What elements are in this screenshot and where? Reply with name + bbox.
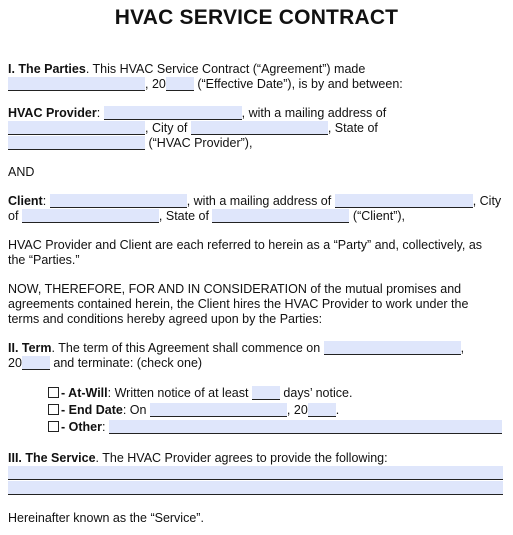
- end-date-pre: : On: [122, 403, 147, 417]
- service-field-2[interactable]: [8, 481, 503, 495]
- client-city-field[interactable]: [22, 209, 159, 223]
- provider-address-field[interactable]: [8, 121, 145, 135]
- other-field[interactable]: [109, 420, 502, 434]
- end-date-label: - End Date: [61, 403, 123, 417]
- notice-days-field[interactable]: [252, 386, 280, 400]
- parties-line-1: [8, 62, 365, 77]
- parties-heading: I. The Parties: [8, 62, 86, 76]
- effective-year-field[interactable]: [166, 77, 194, 91]
- provider-name-field[interactable]: [104, 106, 242, 120]
- other-checkbox[interactable]: [48, 421, 59, 432]
- other-pre: :: [101, 420, 106, 434]
- provider-label: HVAC Provider: [8, 106, 97, 120]
- client-city-tail: , City: [472, 194, 502, 208]
- term-year-field[interactable]: [22, 356, 50, 370]
- end-date-field[interactable]: [150, 403, 287, 417]
- term-line-2: [8, 356, 202, 371]
- term-year-prefix: 20: [8, 356, 22, 370]
- and-text: AND: [8, 165, 35, 179]
- parties-line-2: [8, 77, 403, 92]
- client-of-text: of: [8, 209, 19, 223]
- service-heading: III. The Service: [8, 451, 96, 465]
- provider-city-text: , City of: [145, 121, 188, 135]
- effective-date-field[interactable]: [8, 77, 145, 91]
- service-text: . The HVAC Provider agrees to provide the following:: [95, 451, 388, 465]
- client-line-2: [8, 209, 405, 224]
- at-will-checkbox[interactable]: [48, 387, 59, 398]
- consideration-line-2: agreements contained herein, the Client hires the HVAC Provider to work under the: [8, 297, 469, 311]
- consideration-line-1: NOW, THEREFORE, FOR AND IN CONSIDERATION of the mutual promises and: [8, 282, 462, 296]
- at-will-label: - At-Will: [61, 386, 108, 400]
- client-address-field[interactable]: [335, 194, 473, 208]
- service-footer: Hereinafter known as the “Service”.: [8, 511, 204, 525]
- term-text-1: . The term of this Agreement shall commence on: [51, 341, 321, 355]
- client-state-text: , State of: [158, 209, 209, 223]
- service-line-1: [8, 451, 388, 466]
- term-comma: ,: [460, 341, 465, 355]
- parties-text-2: (“Effective Date”), is by and between:: [193, 77, 403, 91]
- end-year-field[interactable]: [308, 403, 336, 417]
- provider-alias: (“HVAC Provider”),: [145, 136, 253, 150]
- client-label: Client: [8, 194, 43, 208]
- provider-city-field[interactable]: [191, 121, 328, 135]
- option-other: [48, 420, 502, 435]
- provider-line-3: [8, 136, 252, 151]
- party-def-line-1: HVAC Provider and Client are each referred to herein as a “Party” and, collectively, as: [8, 238, 483, 252]
- service-field-1[interactable]: [8, 466, 503, 480]
- term-text-2: and terminate: (check one): [49, 356, 203, 370]
- end-date-checkbox[interactable]: [48, 404, 59, 415]
- term-line-1: [8, 341, 464, 356]
- client-line-1: [8, 194, 501, 209]
- other-label: - Other: [61, 420, 102, 434]
- effective-year-prefix: , 20: [145, 77, 166, 91]
- option-at-will: [48, 386, 352, 401]
- at-will-post: days’ notice.: [279, 386, 353, 400]
- term-heading: II. Term: [8, 341, 52, 355]
- provider-colon: :: [96, 106, 101, 120]
- consideration-line-3: terms and conditions hereby agreed upon by the Parties:: [8, 312, 323, 326]
- provider-state-field[interactable]: [8, 136, 145, 150]
- option-end-date: [48, 403, 339, 418]
- term-start-date-field[interactable]: [324, 341, 461, 355]
- client-name-field[interactable]: [50, 194, 187, 208]
- provider-line-2: [8, 121, 378, 136]
- parties-text-1: . This HVAC Service Contract (“Agreement”) made: [85, 62, 366, 76]
- document-title: HVAC SERVICE CONTRACT: [114, 6, 399, 29]
- client-mailing-text: , with a mailing address of: [186, 194, 332, 208]
- client-colon: :: [42, 194, 47, 208]
- at-will-pre: : Written notice of at least: [107, 386, 249, 400]
- provider-state-text: , State of: [327, 121, 378, 135]
- end-date-mid: , 20: [286, 403, 308, 417]
- provider-line-1: [8, 106, 386, 121]
- provider-mailing-text: , with a mailing address of: [241, 106, 387, 120]
- party-def-line-2: the “Parties.”: [8, 253, 80, 267]
- end-date-post: .: [335, 403, 340, 417]
- client-state-field[interactable]: [212, 209, 349, 223]
- client-alias: (“Client”),: [349, 209, 405, 223]
